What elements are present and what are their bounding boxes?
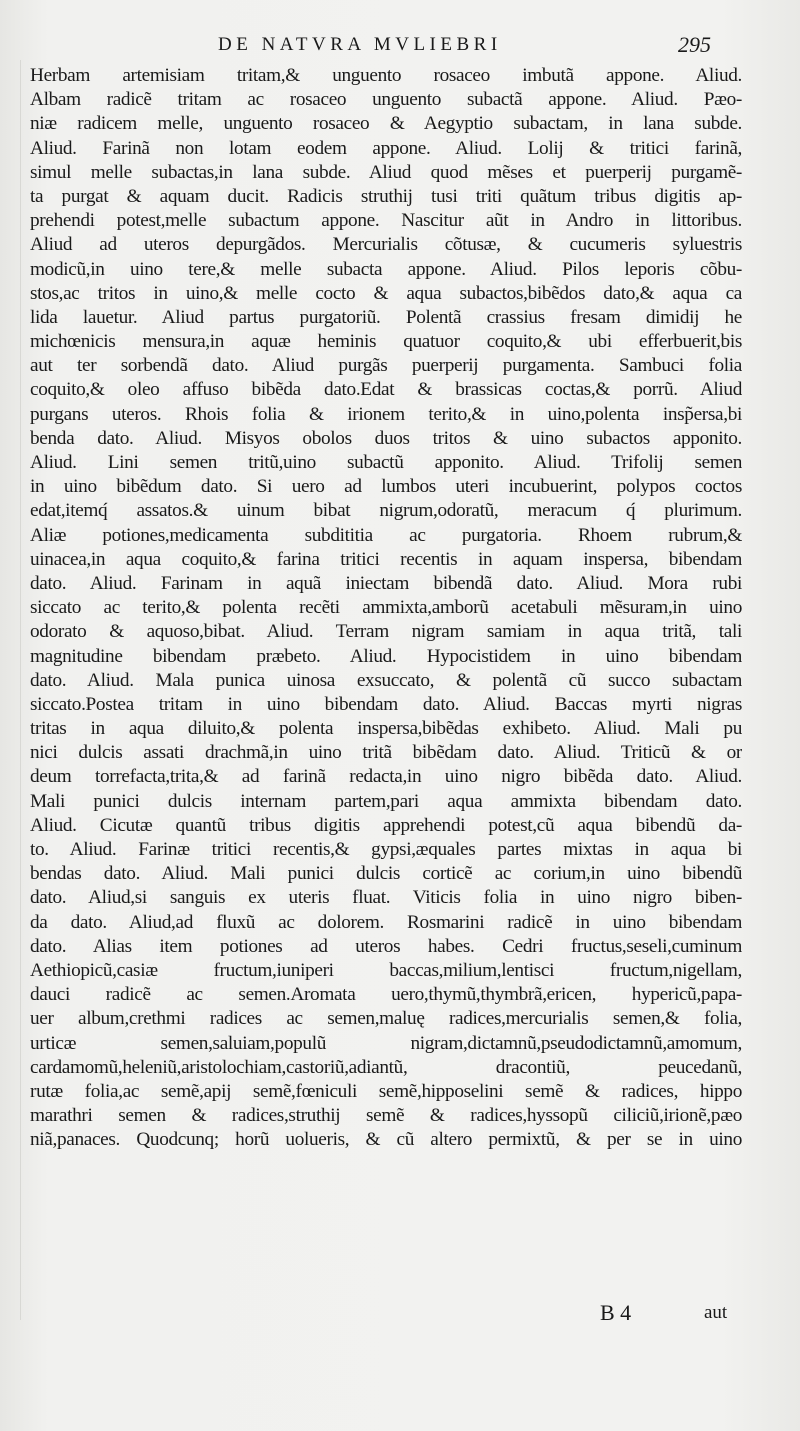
page-header xyxy=(0,34,800,60)
text-line: nici dulcis assati drachmã,in uino tritã bibẽdam dato. Aliud. Triticũ & or xyxy=(30,742,742,764)
text-line: deum torrefacta,trita,& ad farinã redacta,in uino nigro bibẽda dato. Aliud. xyxy=(30,766,742,788)
text-line: Aliud ad uteros depurgãdos. Mercurialis cõtusæ, & cucumeris syluestris xyxy=(30,234,742,256)
text-line: to. Aliud. Farinæ tritici recentis,& gypsi,æquales partes mixtas in aqua bi xyxy=(30,839,742,860)
signature-mark: B 4 xyxy=(600,1300,632,1325)
text-line: edat,itemq́ assatos.& uinum bibat nigrum,odoratũ, meracum q́ plurimum. xyxy=(30,500,742,522)
page-footer xyxy=(0,1300,800,1330)
text-line: dato. Aliud,si sanguis ex uteris fluat. Viticis folia in uino nigro biben- xyxy=(30,887,742,909)
text-line: siccato.Postea tritam in uino bibendam dato. Aliud. Baccas myrti nigras xyxy=(30,693,742,715)
page-number: 295 xyxy=(678,32,711,57)
text-line: coquito,& oleo affuso bibẽda dato.Edat & brassicas coctas,& porrũ. Aliud xyxy=(30,379,742,401)
text-line: magnitudine bibendam præbeto. Aliud. Hypocistidem in uino bibendam xyxy=(30,645,742,667)
text-line: cardamomũ,heleniũ,aristolochiam,castoriũ,adiantũ, dracontiũ, peucedanũ, xyxy=(30,1056,742,1078)
text-line: simul melle subactas,in lana subde. Aliud quod mẽses et puerperij purgamẽ- xyxy=(30,161,742,183)
text-line: dato. Aliud. Farinam in aquã iniectam bibendã dato. Aliud. Mora rubi xyxy=(30,572,742,594)
text-line: uer album,crethmi radices ac semen,maluę radices,mercurialis semen,& folia, xyxy=(30,1008,742,1030)
text-line: Mali punici dulcis internam partem,pari aqua ammixta bibendam dato. xyxy=(30,790,742,812)
text-line: modicũ,in uino tere,& melle subacta appone. Aliud. Pilos leporis cõbu- xyxy=(30,258,742,280)
text-line: michœnicis mensura,in aquæ heminis quatuor coquito,& ubi efferbuerit,bis xyxy=(30,331,742,353)
gutter-shadow xyxy=(20,60,21,1320)
text-line: Aliud. Lini semen tritũ,uino subactũ apponito. Aliud. Trifolij semen xyxy=(30,452,742,473)
running-title: DE NATVRA MVLIEBRI xyxy=(218,34,502,55)
text-line: Herbam artemisiam tritam,& unguento rosaceo imbutã appone. Aliud. xyxy=(30,65,742,86)
text-line: dato. Alias item potiones ad uteros habes. Cedri fructus,seseli,cuminum xyxy=(30,935,742,957)
text-line: lida lauetur. Aliud partus purgatoriũ. Polentã crassius fresam dimidij he xyxy=(30,306,742,328)
text-line: aut ter sorbendã dato. Aliud purgãs puerperij purgamenta. Sambuci folia xyxy=(30,355,742,377)
text-line: in uino bibẽdum dato. Si uero ad lumbos uteri incubuerint, polypos coctos xyxy=(30,476,742,498)
text-line: dauci radicẽ ac semen.Aromata uero,thymũ,thymbrã,ericen, hypericũ,papa- xyxy=(30,984,742,1006)
text-line: da dato. Aliud,ad fluxũ ac dolorem. Rosmarini radicẽ in uino bibendam xyxy=(30,911,742,933)
text-line: stos,ac tritos in uino,& melle cocto & aqua subactos,bibẽdos dato,& aqua ca xyxy=(30,282,742,304)
text-line: Aliud. Farinã non lotam eodem appone. Aliud. Lolij & tritici farinã, xyxy=(30,137,742,159)
text-line: prehendi potest,melle subactum appone. Nascitur aũt in Andro in littoribus. xyxy=(30,210,742,232)
text-line: ta purgat & aquam ducit. Radicis struthij tusi triti quãtum tribus digitis ap- xyxy=(30,185,742,207)
text-line: tritas in aqua diluito,& polenta inspersa,bibẽdas exhibeto. Aliud. Mali pu xyxy=(30,718,742,740)
text-line: urticæ semen,saluiam,populũ nigram,dictamnũ,pseudodictamnũ,amomum, xyxy=(30,1032,742,1054)
text-line: bendas dato. Aliud. Mali punici dulcis corticẽ ac corium,in uino bibendũ xyxy=(30,863,742,885)
text-line: marathri semen & radices,struthij semẽ & radices,hyssopũ ciliciũ,irionẽ,pæo xyxy=(30,1105,742,1127)
body-text xyxy=(30,64,742,1152)
catchword: aut xyxy=(704,1302,728,1323)
text-line: benda dato. Aliud. Misyos obolos duos tritos & uino subactos apponito. xyxy=(30,427,742,449)
text-line: dato. Aliud. Mala punica uinosa exsuccato, & polentã cũ succo subactam xyxy=(30,669,742,691)
text-line: Albam radicẽ tritam ac rosaceo unguento subactã appone. Aliud. Pæo- xyxy=(30,89,742,111)
text-line: rutæ folia,ac semẽ,apij semẽ,fœniculi semẽ,hipposelini semẽ & radices, hippo xyxy=(30,1080,742,1102)
text-line: niæ radicem melle, unguento rosaceo & Aegyptio subactam, in lana subde. xyxy=(30,113,742,135)
text-line: odorato & aquoso,bibat. Aliud. Terram nigram samiam in aqua tritã, tali xyxy=(30,621,742,643)
text-line: uinacea,in aqua coquito,& farina tritici recentis in aquam inspersa, bibendam xyxy=(30,548,742,570)
text-line: Aliæ potiones,medicamenta subdititia ac purgatoria. Rhoem rubrum,& xyxy=(30,524,742,546)
text-line: purgans uteros. Rhois folia & irionem terito,& in uino,polenta insp̃ersa,bi xyxy=(30,403,742,425)
text-line: siccato ac terito,& polenta recẽti ammixta,amborũ acetabuli mẽsuram,in uino xyxy=(30,597,742,619)
text-line: niã,panaces. Quodcunq; horũ uolueris, & cũ altero permixtũ, & per se in uino xyxy=(30,1129,742,1151)
text-line: Aliud. Cicutæ quantũ tribus digitis apprehendi potest,cũ aqua bibendũ da- xyxy=(30,814,742,836)
text-line: Aethiopicũ,casiæ fructum,iuniperi baccas,milium,lentisci fructum,nigellam, xyxy=(30,959,742,981)
